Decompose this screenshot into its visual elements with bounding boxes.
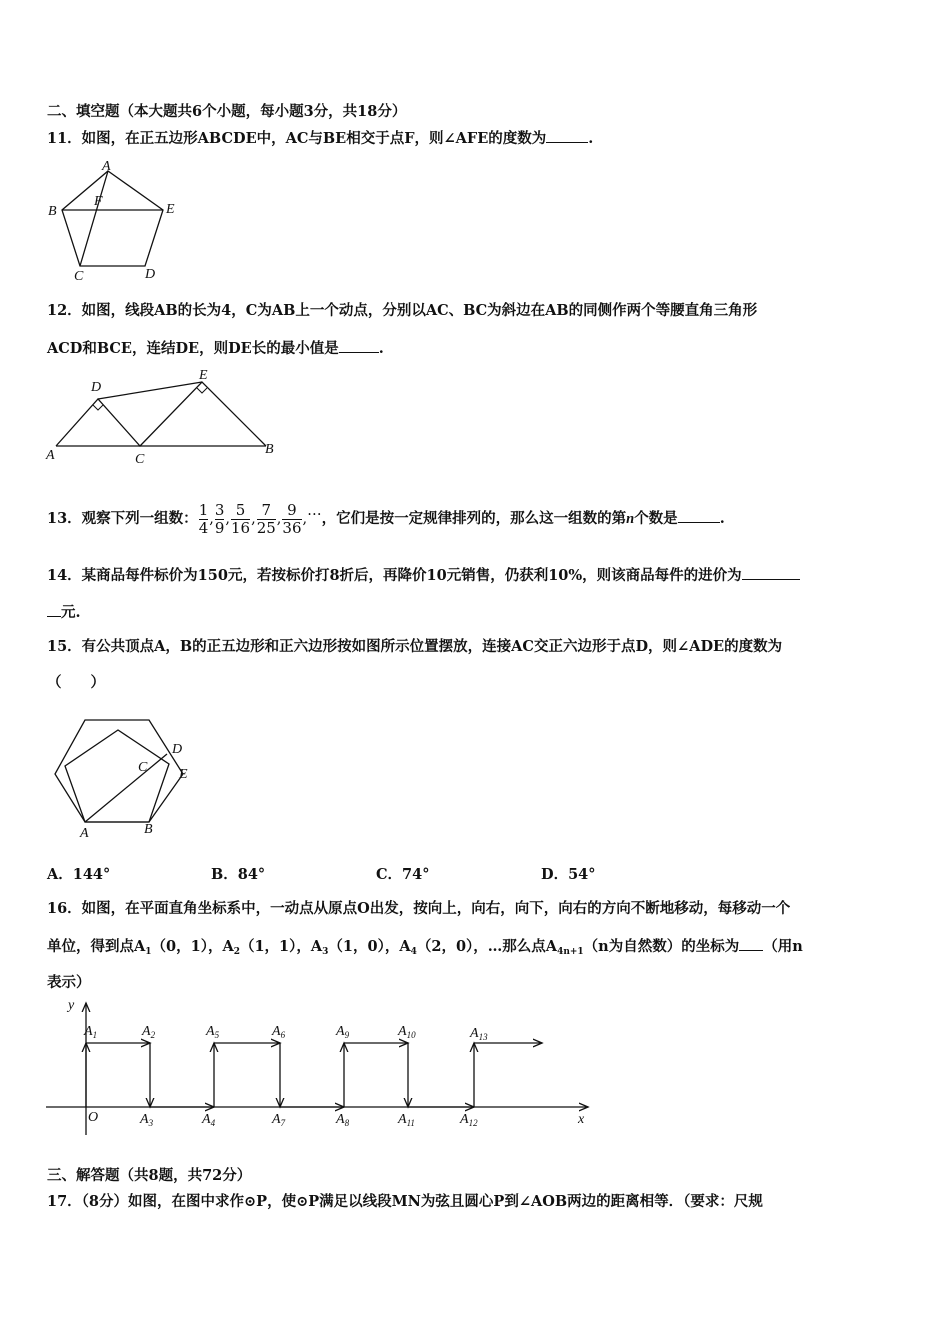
q12-answer-blank[interactable] — [339, 338, 379, 353]
q15-option-a[interactable]: A．144° — [47, 866, 111, 883]
q13-fraction-4: $\frac{7}{25}$ — [256, 500, 276, 537]
q16-label-a13: $A_{13}$ — [470, 1026, 488, 1042]
q16-origin: O — [88, 1110, 99, 1125]
q16-axis-x: x — [578, 1112, 585, 1127]
q12-label-c: C — [135, 452, 145, 467]
q14-answer-blank-cont — [47, 602, 61, 617]
q12-line-2 — [47, 338, 384, 359]
q11-answer-blank[interactable] — [546, 128, 588, 143]
q11-text: 11．如图，在正五边形ABCDE中，AC与BE相交于点F，则∠AFE的度数为 — [47, 130, 547, 147]
q13-ellipsis: … — [307, 503, 322, 519]
q15-option-c[interactable]: C．74° — [376, 866, 430, 883]
q11-label-d: D — [145, 267, 156, 282]
q16-line-1: 16．如图，在平面直角坐标系中，一动点从原点O出发，按向上，向右，向下，向右的方向不断地移动，每移动一个 — [47, 900, 791, 917]
q16-label-a7: $A_7$ — [272, 1112, 286, 1128]
q12-label-e: E — [199, 368, 208, 383]
section-2-heading: 二、填空题（本大题共6个小题，每小题3分，共18分） — [47, 103, 407, 120]
q13-answer-blank[interactable] — [678, 508, 720, 523]
section-3-heading: 三、解答题（共8题，共72分） — [47, 1167, 252, 1184]
q15-line-2: （ ） — [47, 674, 105, 691]
q16-label-a11: $A_{11}$ — [398, 1112, 415, 1128]
question-13: 13．观察下列一组数： $\frac{1}{4}$ , $\frac{3}{9}$ , $\frac{5}{16}$ , $\frac{7}{25}$ , $\frac{9}{36}$ ,…，它们是按一定规律排列的，那么这一组数的第n个数是 . — [47, 500, 725, 537]
q13-end: . — [719, 510, 725, 527]
q15-line-1: 15．有公共顶点A，B的正五边形和正六边形按如图所示位置摆放，连接AC交正六边形于点D，则∠ADE的度数为 — [47, 638, 783, 655]
q16-label-a2: $A_2$ — [142, 1024, 156, 1040]
q12-label-b: B — [265, 442, 274, 457]
question-14 — [47, 565, 800, 586]
q12-triangles-figure — [40, 365, 290, 470]
q13-n: n — [626, 511, 635, 527]
q11-end: . — [588, 130, 594, 147]
q12-line-2-text: ACD和BCE，连结DE，则DE长的最小值是 — [47, 340, 339, 357]
q13-fraction-1: $\frac{1}{4}$ — [198, 500, 209, 537]
q14-answer-blank[interactable] — [742, 565, 800, 580]
q16-line-2: 单位，得到点$A_1(0$，1），$A_2(1$，1），$A_3(1$，0），$A_4(2$，0），…那么点$A_{4n+1}(n$为自然数）的坐标为 （用n — [47, 938, 803, 957]
q11-label-a: A — [102, 159, 111, 174]
q15-label-d: D — [172, 742, 183, 757]
q16-label-a8: $A_8$ — [336, 1112, 350, 1128]
q16-line-3: 表示） — [47, 974, 91, 991]
q11-pentagon-figure — [45, 158, 195, 283]
q15-option-d[interactable]: D．54° — [541, 866, 596, 883]
q15-label-a: A — [80, 826, 89, 841]
q16-label-a10: $A_{10}$ — [398, 1024, 416, 1040]
q16-coordinate-figure — [40, 995, 600, 1140]
q12-line-1: 12．如图，线段AB的长为4，C为AB上一个动点，分别以AC、BC为斜边在AB的同侧作两个等腰直角三角形 — [47, 302, 758, 319]
q11-label-c: C — [74, 269, 84, 283]
q16-label-a6: $A_6$ — [272, 1024, 286, 1040]
q11-label-e: E — [166, 202, 175, 217]
q15-option-b[interactable]: B．84° — [211, 866, 266, 883]
q14-line-2: 元. — [61, 604, 81, 621]
q12-label-a: A — [46, 448, 55, 463]
q16-label-a3: $A_3$ — [140, 1112, 154, 1128]
q16-label-a12: $A_{12}$ — [460, 1112, 478, 1128]
question-11 — [47, 128, 593, 149]
q11-label-f: F — [94, 194, 103, 209]
q12-end: . — [378, 340, 384, 357]
q15-label-e: E — [179, 767, 188, 782]
q16-label-a1: $A_1$ — [84, 1024, 98, 1040]
q13-fraction-5: $\frac{9}{36}$ — [282, 500, 302, 537]
q15-label-c: C — [138, 760, 148, 775]
q13-suffix: 个数是 — [634, 510, 678, 527]
q14-line-1: 14．某商品每件标价为150元，若按标价打8折后，再降价10元销售，仍获利10%，则该商品每件的进价为 — [47, 567, 742, 584]
q16-label-a9: $A_9$ — [336, 1024, 350, 1040]
q13-prefix: 13．观察下列一组数： — [47, 510, 198, 527]
q16-label-a4: $A_4$ — [202, 1112, 216, 1128]
q11-label-b: B — [48, 204, 57, 219]
q15-label-b: B — [144, 822, 153, 837]
q12-label-d: D — [91, 380, 102, 395]
q14-line-2-wrap — [47, 602, 81, 623]
q16-axis-y: y — [68, 998, 75, 1013]
q13-fraction-2: $\frac{3}{9}$ — [214, 500, 225, 537]
q13-middle: ，它们是按一定规律排列的，那么这一组数的第 — [321, 510, 627, 527]
q16-answer-blank[interactable] — [739, 936, 763, 951]
q16-label-a5: $A_5$ — [206, 1024, 220, 1040]
question-17: 17．（8分）如图，在图中求作⊙P，使⊙P满足以线段MN为弦且圆心P到∠AOB两边的距离相等．（要求：尺规 — [47, 1193, 763, 1210]
q13-fraction-3: $\frac{5}{16}$ — [231, 500, 251, 537]
q15-polygons-figure — [45, 710, 205, 845]
